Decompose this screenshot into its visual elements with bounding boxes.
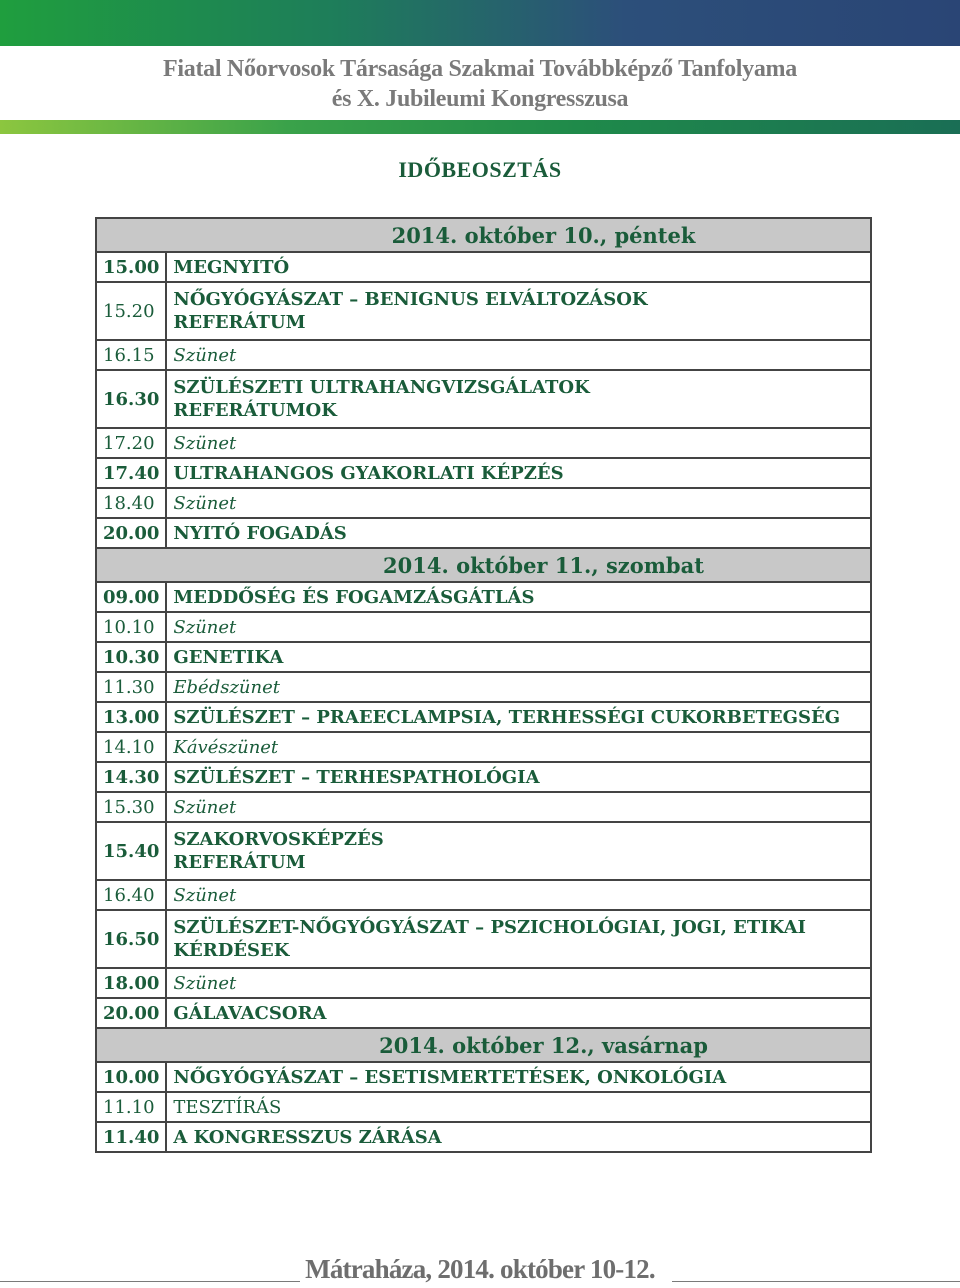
session-title-line1: NŐGYÓGYÁSZAT – BENIGNUS ELVÁLTOZÁSOK — [173, 289, 648, 310]
session-title — [166, 282, 871, 340]
session-time: 11.10 — [96, 1092, 166, 1122]
schedule-title: IDŐBEOSZTÁS — [398, 157, 562, 182]
table-row — [96, 822, 871, 880]
table-row — [96, 1062, 871, 1092]
table-row — [96, 880, 871, 910]
session-time: 20.00 — [96, 998, 166, 1028]
session-title: MEDDŐSÉG ÉS FOGAMZÁSGÁTLÁS — [166, 582, 871, 612]
table-row — [96, 998, 871, 1028]
session-time: 15.00 — [96, 252, 166, 282]
session-time: 10.00 — [96, 1062, 166, 1092]
session-title-line1: SZÜLÉSZETI ULTRAHANGVIZSGÁLATOK — [173, 377, 590, 398]
table-row — [96, 968, 871, 998]
table-row — [96, 792, 871, 822]
session-time: 16.50 — [96, 910, 166, 968]
header-title-line2: és X. Jubileumi Kongresszusa — [331, 86, 629, 112]
day-header-row — [96, 218, 871, 252]
table-row — [96, 458, 871, 488]
schedule-table — [95, 217, 872, 1153]
table-row — [96, 252, 871, 282]
break-time: 10.10 — [96, 612, 166, 642]
top-color-bar — [0, 0, 960, 46]
session-title: SZÜLÉSZET – PRAEECLAMPSIA, TERHESSÉGI CUKORBETEGSÉG — [166, 702, 871, 732]
table-row — [96, 488, 871, 518]
session-title-line1: SZÜLÉSZET-NŐGYÓGYÁSZAT – PSZICHOLÓGIAI, JOGI, ETIKAI — [173, 917, 806, 938]
day-date: 2014. október 12., vasárnap — [96, 1028, 871, 1062]
table-row — [96, 732, 871, 762]
session-title: A KONGRESSZUS ZÁRÁSA — [166, 1122, 871, 1152]
table-row — [96, 762, 871, 792]
session-title-line2: REFERÁTUM — [173, 312, 306, 333]
break-label: Ebédszünet — [166, 672, 871, 702]
footer-location-date: Mátraháza, 2014. október 10-12. — [305, 1254, 655, 1284]
session-title — [166, 910, 871, 968]
day-header-row — [96, 548, 871, 582]
break-time: 14.10 — [96, 732, 166, 762]
session-title: SZÜLÉSZET – TERHESPATHOLÓGIA — [166, 762, 871, 792]
break-time: 17.20 — [96, 428, 166, 458]
break-label: Szünet — [166, 428, 871, 458]
footer-rule-right — [672, 1281, 960, 1282]
session-title-line2: REFERÁTUM — [173, 852, 306, 873]
table-row — [96, 282, 871, 340]
header-green-bar — [0, 120, 960, 134]
table-row — [96, 642, 871, 672]
session-time: 20.00 — [96, 518, 166, 548]
table-row — [96, 428, 871, 458]
session-title: GENETIKA — [166, 642, 871, 672]
table-row — [96, 910, 871, 968]
session-time: 15.20 — [96, 282, 166, 340]
break-label: Szünet — [166, 612, 871, 642]
session-time: 17.40 — [96, 458, 166, 488]
session-title: TESZTÍRÁS — [166, 1092, 871, 1122]
session-time: 09.00 — [96, 582, 166, 612]
session-time: 15.40 — [96, 822, 166, 880]
break-label: Kávészünet — [166, 732, 871, 762]
table-row — [96, 702, 871, 732]
table-row — [96, 340, 871, 370]
break-time: 16.40 — [96, 880, 166, 910]
break-time: 18.00 — [96, 968, 166, 998]
session-title: MEGNYITÓ — [166, 252, 871, 282]
session-title: NYITÓ FOGADÁS — [166, 518, 871, 548]
session-time: 14.30 — [96, 762, 166, 792]
table-row — [96, 370, 871, 428]
session-title: ULTRAHANGOS GYAKORLATI KÉPZÉS — [166, 458, 871, 488]
table-row — [96, 1122, 871, 1152]
session-title — [166, 370, 871, 428]
session-title-line2: REFERÁTUMOK — [173, 400, 337, 421]
break-time: 16.15 — [96, 340, 166, 370]
break-label: Szünet — [166, 968, 871, 998]
session-title: GÁLAVACSORA — [166, 998, 871, 1028]
break-label: Szünet — [166, 792, 871, 822]
table-row — [96, 582, 871, 612]
session-title-line1: SZAKORVOSKÉPZÉS — [173, 829, 384, 850]
session-time: 13.00 — [96, 702, 166, 732]
table-row — [96, 672, 871, 702]
table-row — [96, 1092, 871, 1122]
day-date: 2014. október 11., szombat — [96, 548, 871, 582]
session-title — [166, 822, 871, 880]
session-time: 10.30 — [96, 642, 166, 672]
session-time: 11.40 — [96, 1122, 166, 1152]
session-title: NŐGYÓGYÁSZAT – ESETISMERTETÉSEK, ONKOLÓGIA — [166, 1062, 871, 1092]
break-label: Szünet — [166, 880, 871, 910]
session-time: 16.30 — [96, 370, 166, 428]
break-time: 18.40 — [96, 488, 166, 518]
day-header-row — [96, 1028, 871, 1062]
break-label: Szünet — [166, 488, 871, 518]
table-row — [96, 612, 871, 642]
break-label: Szünet — [166, 340, 871, 370]
break-time: 15.30 — [96, 792, 166, 822]
session-title-line2: KÉRDÉSEK — [173, 940, 290, 961]
day-date: 2014. október 10., péntek — [96, 218, 871, 252]
table-row — [96, 518, 871, 548]
break-time: 11.30 — [96, 672, 166, 702]
header-title-line1: Fiatal Nőorvosok Társasága Szakmai Továbbképző Tanfolyama — [163, 56, 797, 82]
